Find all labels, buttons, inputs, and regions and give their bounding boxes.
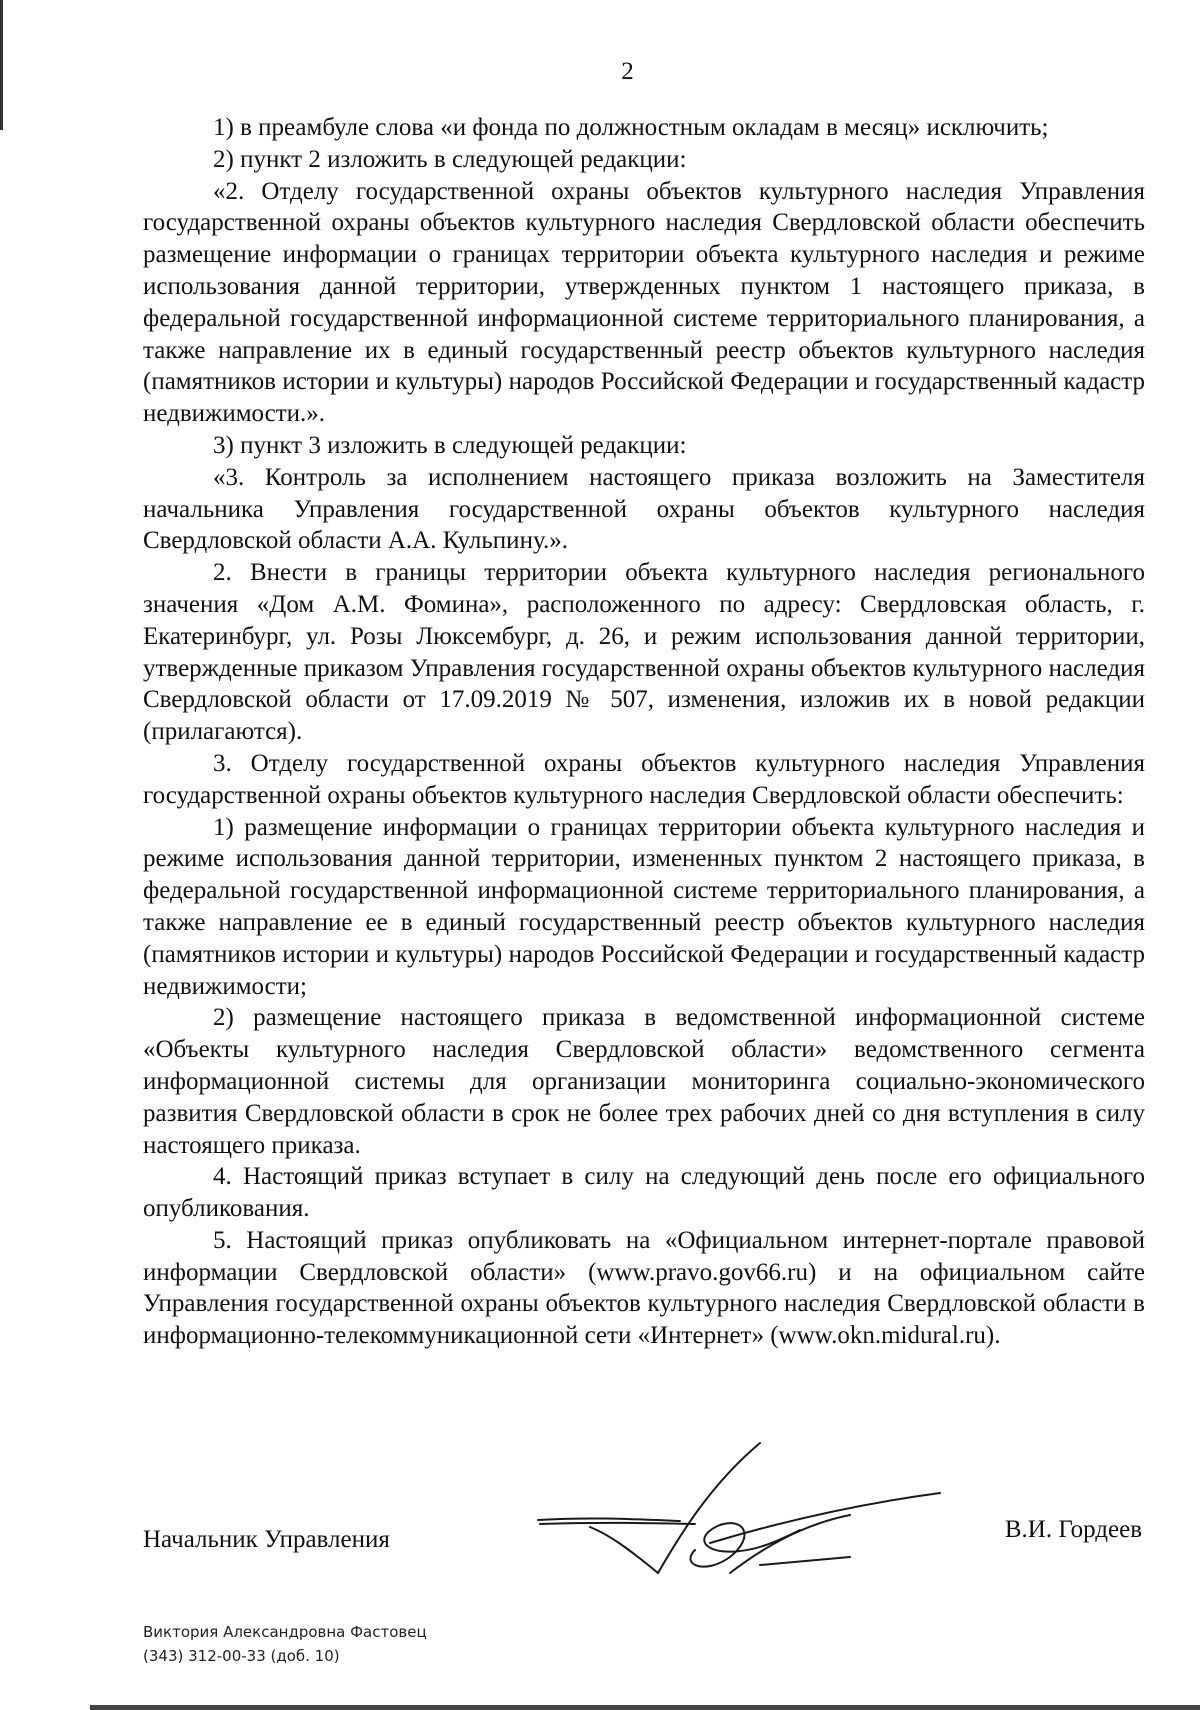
paragraph: 3. Отделу государственной охраны объектов культурного наследия Управления государственной охраны объектов культурного наследия Свердловской области обеспечить: bbox=[143, 749, 1145, 809]
handwritten-signature bbox=[530, 1425, 950, 1575]
paragraph: 4. Настоящий приказ вступает в силу на следующий день после его официального опубликования. bbox=[143, 1163, 1145, 1223]
contact-info bbox=[143, 1620, 427, 1668]
page-edge bbox=[90, 1705, 1200, 1710]
paragraph: 1) в преамбуле слова «и фонда по должностным окладам в месяц» исключить; bbox=[213, 114, 1049, 141]
signer-name: В.И. Гордеев bbox=[1004, 1516, 1142, 1543]
contact-person: Виктория Александровна Фастовец bbox=[143, 1623, 427, 1641]
signer-title: Начальник Управления bbox=[143, 1526, 390, 1553]
paragraph: «3. Контроль за исполнением настоящего приказа возложить на Заместителя начальника Управления государственной охраны объектов культурного наследия Свердловской области А.А. Кульпину.». bbox=[143, 463, 1145, 555]
signature-block bbox=[143, 1510, 1145, 1553]
paragraph: 1) размещение информации о границах территории объекта культурного наследия и режиме использования данной территории, измененных пунктом 2 настоящего приказа, в федеральной государственной информационной системе территориального планирования, а также направление ее в единый государственный реестр объектов культурного наследия (памятников истории и культуры) народов Российской Федерации и государственный кадастр недвижимости; bbox=[143, 813, 1145, 1000]
paragraph: 5. Настоящий приказ опубликовать на «Официальном интернет-портале правовой информации Свердловской области» (www.pravo.gov66.ru) и на официальном сайте Управления государственной охраны объектов культурного наследия Свердловской области в информационно-телекоммуникационной сети «Интернет» (www.okn.midural.ru). bbox=[143, 1226, 1145, 1350]
paragraph: 2. Внести в границы территории объекта культурного наследия регионального значения «Дом А.М. Фомина», расположенного по адресу: Свердловская область, г. Екатеринбург, ул. Розы Люксембург, д. 26, и режим использования данной территории, утвержденные приказом Управления государственной охраны объектов культурного наследия Свердловской области от 17.09.2019 № 507, изменения, изложив их в новой редакции (прилагаются). bbox=[143, 559, 1145, 746]
paragraph: 2) пункт 2 изложить в следующей редакции: bbox=[213, 145, 687, 173]
contact-phone: (343) 312-00-33 (доб. 10) bbox=[143, 1647, 340, 1665]
paragraph: 3) пункт 3 изложить в следующей редакции: bbox=[213, 431, 687, 459]
document-body bbox=[143, 112, 1145, 1352]
paragraph: «2. Отделу государственной охраны объектов культурного наследия Управления государственной охраны объектов культурного наследия Свердловской области обеспечить размещение информации о границах территории объекта культурного наследия и режиме использования данной территории, утвержденных пунктом 1 настоящего приказа, в федеральной государственной информационной системе территориального планирования, а также направление их в единый государственный реестр объектов культурного наследия (памятников истории и культуры) народов Российской Федерации и государственный кадастр недвижимости.». bbox=[143, 177, 1145, 428]
page-number: 2 bbox=[621, 58, 634, 85]
paragraph: 2) размещение настоящего приказа в ведомственной информационной системе «Объекты культурного наследия Свердловской области» ведомственного сегмента информационной системы для организации мониторинга социально-экономического развития Свердловской области в срок не более трех рабочих дней со дня вступления в силу настоящего приказа. bbox=[143, 1004, 1145, 1159]
